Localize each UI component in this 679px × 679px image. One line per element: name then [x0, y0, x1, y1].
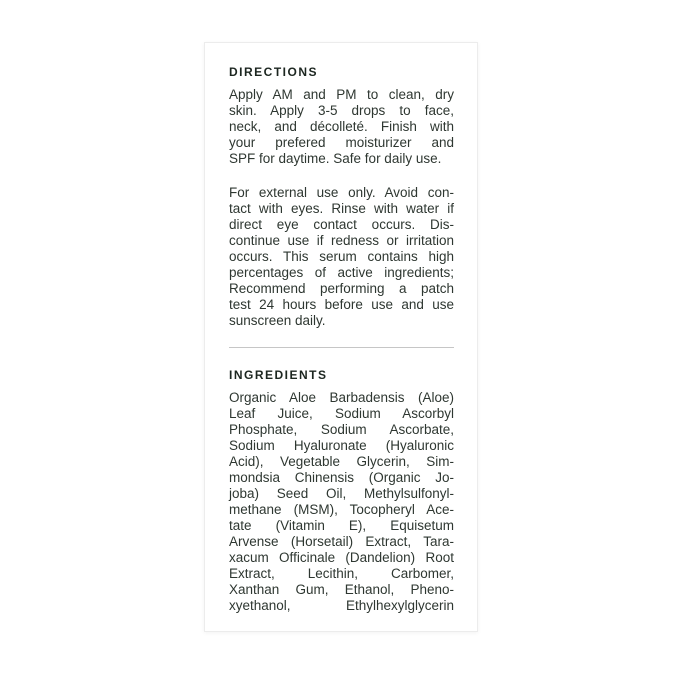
- label-text-line: For external use only. Avoid con-: [229, 185, 454, 200]
- label-text-line: sunscreen daily.: [229, 313, 326, 328]
- label-text-line: tate (Vitamin E), Equisetum: [229, 518, 454, 533]
- label-text-line: tact with eyes. Rinse with water if: [229, 201, 454, 216]
- ingredients-paragraph-list: [229, 390, 454, 614]
- label-text-line: Recommend performing a patch: [229, 281, 454, 296]
- ingredients-heading: INGREDIENTS: [229, 368, 328, 382]
- label-text-line: joba) Seed Oil, Methylsulfonyl-: [229, 486, 454, 501]
- label-text-line: your prefered moisturizer and: [229, 135, 454, 150]
- label-text-line: Acid), Vegetable Glycerin, Sim-: [229, 454, 454, 469]
- label-text-line: xyethanol, Ethylhexylglycerin: [229, 598, 454, 613]
- label-text-line: mondsia Chinensis (Organic Jo-: [229, 470, 454, 485]
- directions-section: [229, 65, 455, 329]
- label-text-line: occurs. This serum contains high: [229, 249, 454, 264]
- product-label-panel: [204, 42, 478, 632]
- label-text-line: Apply AM and PM to clean, dry: [229, 87, 454, 102]
- label-text-line: continue use if redness or irritation: [229, 233, 454, 248]
- label-text-line: skin. Apply 3-5 drops to face,: [229, 103, 454, 118]
- section-divider: [229, 347, 454, 348]
- ingredients-section: [229, 368, 455, 614]
- label-text-line: Leaf Juice, Sodium Ascorbyl: [229, 406, 454, 421]
- label-text-line: xacum Officinale (Dandelion) Root: [229, 550, 454, 565]
- directions-paragraph-usage: [229, 87, 454, 167]
- directions-heading: DIRECTIONS: [229, 65, 319, 79]
- label-text-line: methane (MSM), Tocopheryl Ace-: [229, 502, 454, 517]
- directions-paragraph-warnings: [229, 185, 454, 329]
- label-text-line: Phosphate, Sodium Ascorbate,: [229, 422, 454, 437]
- label-text-line: percentages of active ingredients;: [229, 265, 454, 280]
- label-text-line: SPF for daytime. Safe for daily use.: [229, 151, 442, 166]
- label-text-line: test 24 hours before use and use: [229, 297, 454, 312]
- label-text-line: Xanthan Gum, Ethanol, Pheno-: [229, 582, 454, 597]
- label-text-line: Organic Aloe Barbadensis (Aloe): [229, 390, 454, 405]
- label-text-line: Extract, Lecithin, Carbomer,: [229, 566, 454, 581]
- label-text-line: Sodium Hyaluronate (Hyaluronic: [229, 438, 454, 453]
- label-text-line: Arvense (Horsetail) Extract, Tara-: [229, 534, 454, 549]
- label-text-line: neck, and décolleté. Finish with: [229, 119, 454, 134]
- label-text-line: direct eye contact occurs. Dis-: [229, 217, 454, 232]
